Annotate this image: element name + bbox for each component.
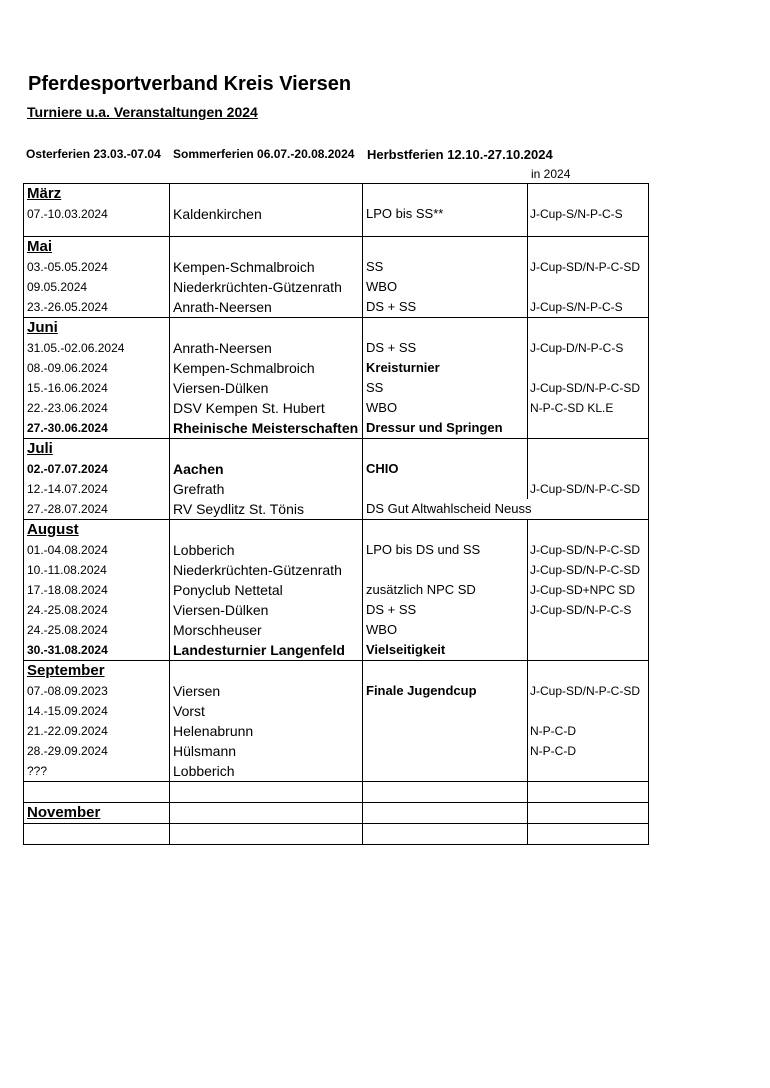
event-type: DS Gut Altwahlscheid Neuss [363, 499, 649, 520]
event-cup: J-Cup-SD/N-P-C-SD [528, 540, 649, 560]
month-label-maerz: März [24, 184, 170, 205]
event-date: 30.-31.08.2024 [24, 640, 170, 661]
event-cup [528, 418, 649, 439]
event-row [24, 297, 649, 318]
event-type: SS [363, 257, 528, 277]
event-row [24, 721, 649, 741]
event-row [24, 741, 649, 761]
event-place: RV Seydlitz St. Tönis [170, 499, 363, 520]
event-cup [528, 358, 649, 378]
event-type: SS [363, 378, 528, 398]
event-cup: J-Cup-SD/N-P-C-SD [528, 560, 649, 580]
event-place: Kaldenkirchen [170, 204, 363, 224]
event-cup: J-Cup-SD/N-P-C-SD [528, 257, 649, 277]
event-place: Lobberich [170, 761, 363, 782]
empty-row [24, 824, 649, 845]
event-date: 24.-25.08.2024 [24, 620, 170, 640]
event-row [24, 277, 649, 297]
event-date: 28.-29.09.2024 [24, 741, 170, 761]
event-cup: J-Cup-SD/N-P-C-SD [528, 378, 649, 398]
event-cup: J-Cup-S/N-P-C-S [528, 204, 649, 224]
event-date: 23.-26.05.2024 [24, 297, 170, 318]
event-cup [528, 701, 649, 721]
event-date: 14.-15.09.2024 [24, 701, 170, 721]
event-type: zusätzlich NPC SD [363, 580, 528, 600]
in-year-label: in 2024 [531, 167, 571, 181]
event-row [24, 204, 649, 224]
document-subtitle: Turniere u.a. Veranstaltungen 2024 [27, 104, 258, 120]
event-type: Finale Jugendcup [363, 681, 528, 701]
month-row-maerz [24, 184, 649, 205]
event-cup [528, 620, 649, 640]
month-label-juli: Juli [24, 439, 170, 460]
event-place: Grefrath [170, 479, 363, 499]
event-type [363, 761, 528, 782]
event-date: 17.-18.08.2024 [24, 580, 170, 600]
event-row [24, 257, 649, 277]
event-type: Dressur und Springen [363, 418, 528, 439]
event-cup: N-P-C-D [528, 721, 649, 741]
event-date: 09.05.2024 [24, 277, 170, 297]
event-type: DS + SS [363, 297, 528, 318]
event-date: 27.-30.06.2024 [24, 418, 170, 439]
event-date: 15.-16.06.2024 [24, 378, 170, 398]
event-type: LPO bis DS und SS [363, 540, 528, 560]
event-type: CHIO [363, 459, 528, 479]
event-type [363, 701, 528, 721]
event-row [24, 620, 649, 640]
event-date: 02.-07.07.2024 [24, 459, 170, 479]
month-row-november [24, 803, 649, 824]
event-date: 10.-11.08.2024 [24, 560, 170, 580]
event-date: 12.-14.07.2024 [24, 479, 170, 499]
event-row [24, 540, 649, 560]
event-row [24, 459, 649, 479]
event-row [24, 600, 649, 620]
event-place: Anrath-Neersen [170, 297, 363, 318]
document-title: Pferdesportverband Kreis Viersen [28, 73, 352, 95]
event-cup [528, 459, 649, 479]
event-date: 22.-23.06.2024 [24, 398, 170, 418]
easter-holidays: Osterferien 23.03.-07.04 [26, 147, 161, 161]
event-type: WBO [363, 277, 528, 297]
event-row [24, 398, 649, 418]
event-place: Ponyclub Nettetal [170, 580, 363, 600]
event-place: Rheinische Meisterschaften [170, 418, 363, 439]
event-date: 07.-10.03.2024 [24, 204, 170, 224]
event-date: 21.-22.09.2024 [24, 721, 170, 741]
event-date: 07.-08.09.2023 [24, 681, 170, 701]
event-cup: J-Cup-SD+NPC SD [528, 580, 649, 600]
event-type [363, 721, 528, 741]
event-row [24, 701, 649, 721]
event-type: WBO [363, 620, 528, 640]
event-type: Kreisturnier [363, 358, 528, 378]
month-label-august: August [24, 520, 170, 541]
event-cup [528, 761, 649, 782]
event-row [24, 378, 649, 398]
event-place: Aachen [170, 459, 363, 479]
event-place: Niederkrüchten-Gützenrath [170, 560, 363, 580]
event-place: DSV Kempen St. Hubert [170, 398, 363, 418]
event-cup [528, 640, 649, 661]
event-place: Kempen-Schmalbroich [170, 257, 363, 277]
summer-holidays: Sommerferien 06.07.-20.08.2024 [173, 147, 355, 161]
event-date: 01.-04.08.2024 [24, 540, 170, 560]
event-type [363, 479, 528, 499]
event-row [24, 499, 649, 520]
event-schedule-table [23, 183, 649, 845]
event-place: Anrath-Neersen [170, 338, 363, 358]
event-place: Niederkrüchten-Gützenrath [170, 277, 363, 297]
event-type: DS + SS [363, 338, 528, 358]
month-row-september [24, 661, 649, 682]
event-cup: N-P-C-SD KL.E [528, 398, 649, 418]
event-type: WBO [363, 398, 528, 418]
event-place: Helenabrunn [170, 721, 363, 741]
event-date: 24.-25.08.2024 [24, 600, 170, 620]
event-row [24, 479, 649, 499]
event-cup [528, 277, 649, 297]
month-row-august [24, 520, 649, 541]
event-place: Viersen [170, 681, 363, 701]
event-cup: J-Cup-D/N-P-C-S [528, 338, 649, 358]
month-label-mai: Mai [24, 237, 170, 258]
month-row-juni [24, 318, 649, 339]
event-place: Viersen-Dülken [170, 378, 363, 398]
event-place: Viersen-Dülken [170, 600, 363, 620]
empty-row [24, 782, 649, 803]
event-row [24, 560, 649, 580]
event-cup: N-P-C-D [528, 741, 649, 761]
event-row [24, 580, 649, 600]
month-label-september: September [24, 661, 170, 682]
event-type [363, 560, 528, 580]
event-cup: J-Cup-S/N-P-C-S [528, 297, 649, 318]
event-row [24, 681, 649, 701]
month-label-juni: Juni [24, 318, 170, 339]
event-date: ??? [24, 761, 170, 782]
event-date: 31.05.-02.06.2024 [24, 338, 170, 358]
event-type: LPO bis SS** [363, 204, 528, 224]
event-row [24, 418, 649, 439]
month-row-juli [24, 439, 649, 460]
event-date: 08.-09.06.2024 [24, 358, 170, 378]
event-type: DS + SS [363, 600, 528, 620]
month-label-november: November [24, 803, 170, 824]
event-cup: J-Cup-SD/N-P-C-S [528, 600, 649, 620]
event-date: 03.-05.05.2024 [24, 257, 170, 277]
event-row [24, 358, 649, 378]
autumn-holidays: Herbstferien 12.10.-27.10.2024 [367, 147, 553, 162]
event-place: Landesturnier Langenfeld [170, 640, 363, 661]
event-row [24, 640, 649, 661]
event-type [363, 741, 528, 761]
event-type: Vielseitigkeit [363, 640, 528, 661]
event-row [24, 761, 649, 782]
event-place: Morschheuser [170, 620, 363, 640]
event-cup: J-Cup-SD/N-P-C-SD [528, 479, 649, 499]
event-place: Hülsmann [170, 741, 363, 761]
event-place: Kempen-Schmalbroich [170, 358, 363, 378]
event-place: Lobberich [170, 540, 363, 560]
event-date: 27.-28.07.2024 [24, 499, 170, 520]
event-place: Vorst [170, 701, 363, 721]
event-cup: J-Cup-SD/N-P-C-SD [528, 681, 649, 701]
month-row-mai [24, 237, 649, 258]
event-row [24, 338, 649, 358]
